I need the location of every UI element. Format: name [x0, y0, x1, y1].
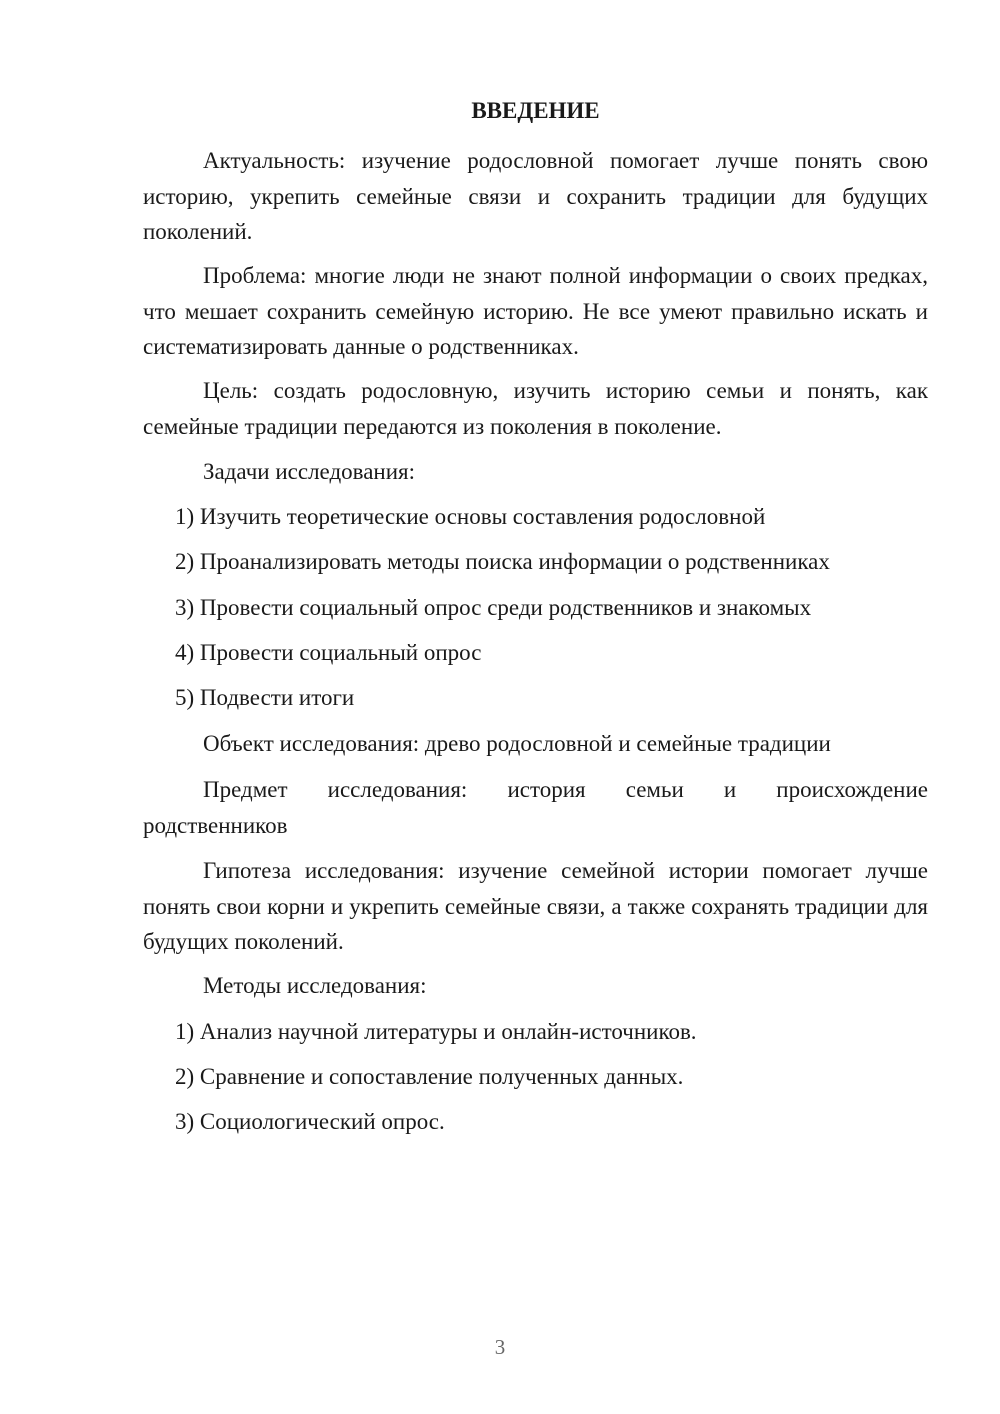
subject-line	[203, 772, 928, 808]
subject-word: история	[507, 777, 586, 802]
subject-word: Предмет	[203, 777, 288, 802]
hypothesis-paragraph: Гипотеза исследования: изучение семейной истории помогает лучше понять свои корни и укрепить семейные связи, а также сохранять традиции для будущих поколений.	[143, 858, 928, 954]
task-item: 4) Провести социальный опрос	[175, 640, 482, 665]
subject-word: семьи	[625, 777, 684, 802]
page-number: 3	[494, 1335, 506, 1359]
document-page	[143, 0, 928, 1414]
problem-paragraph: Проблема: многие люди не знают полной информации о своих предках, что мешает сохранить семейную историю. Не все умеют правильно искать и систематизировать данные о родственниках.	[143, 263, 928, 359]
page-title: ВВЕДЕНИЕ	[471, 98, 600, 123]
subject-continuation: родственников	[143, 813, 288, 838]
object-line: Объект исследования: древо родословной и семейные традиции	[203, 731, 831, 756]
subject-word: и	[723, 777, 737, 802]
task-item: 2) Проанализировать методы поиска информации о родственниках	[175, 549, 830, 574]
subject-word: происхождение	[776, 777, 928, 802]
relevance-paragraph: Актуальность: изучение родословной помогает лучше понять свою историю, укрепить семейные связи и сохранить традиции для будущих поколений.	[143, 148, 928, 244]
method-item: 3) Социологический опрос.	[175, 1109, 445, 1134]
subject-word: исследования:	[327, 777, 468, 802]
tasks-heading: Задачи исследования:	[203, 459, 416, 484]
task-item: 3) Провести социальный опрос среди родственников и знакомых	[175, 595, 812, 620]
task-item: 1) Изучить теоретические основы составления родословной	[175, 504, 766, 529]
goal-paragraph: Цель: создать родословную, изучить историю семьи и понять, как семейные традиции передаются из поколения в поколение.	[143, 378, 928, 439]
method-item: 2) Сравнение и сопоставление полученных данных.	[175, 1064, 684, 1089]
task-item: 5) Подвести итоги	[175, 685, 355, 710]
methods-heading: Методы исследования:	[203, 973, 427, 998]
method-item: 1) Анализ научной литературы и онлайн-источников.	[175, 1019, 697, 1044]
